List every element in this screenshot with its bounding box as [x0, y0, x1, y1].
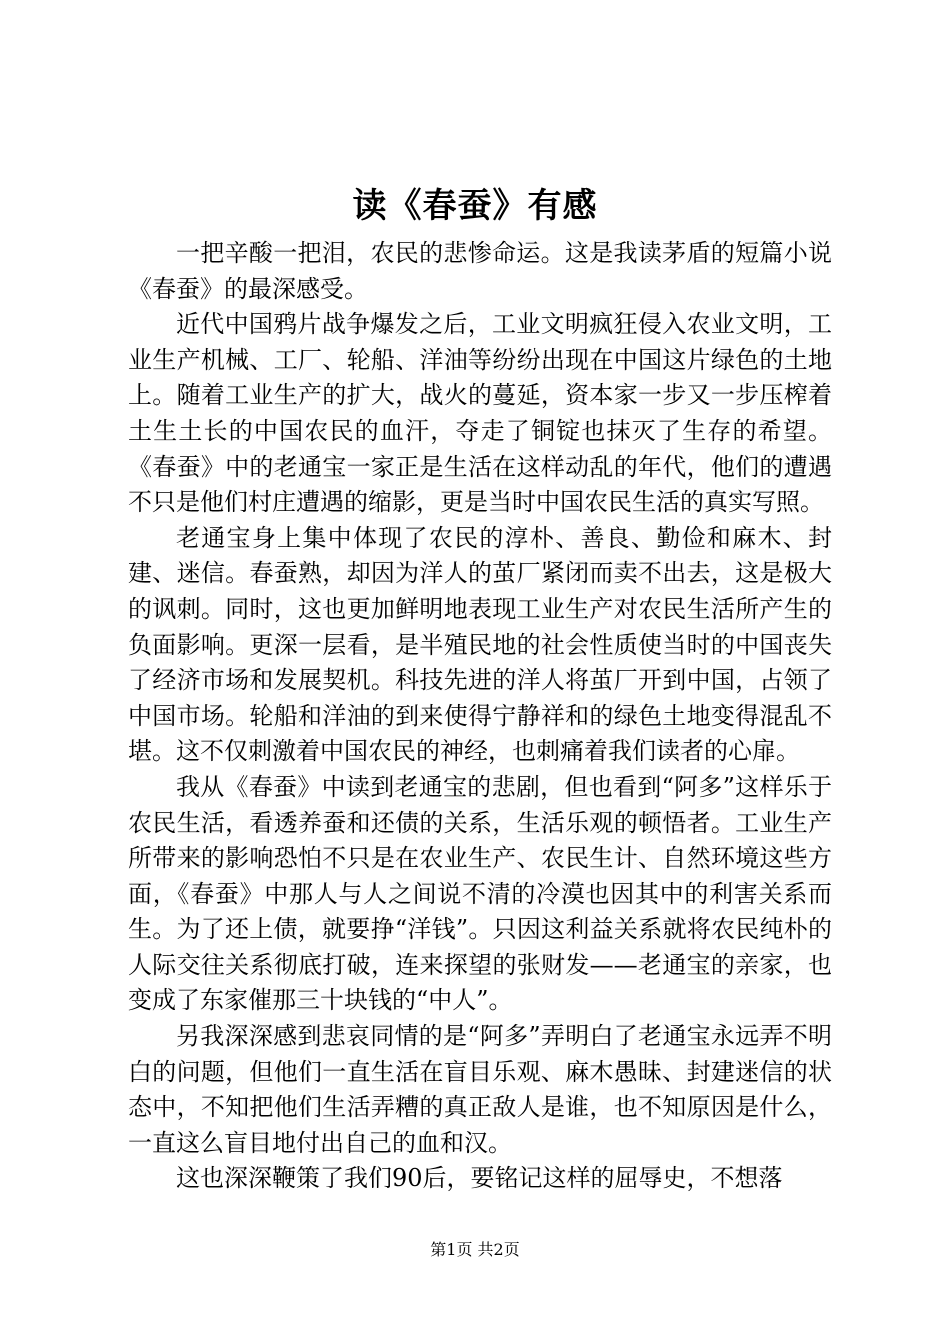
paragraph: 这也深深鞭策了我们90后，要铭记这样的屈辱史，不想落 — [176, 1164, 783, 1193]
paragraph: 近代中国鸦片战争爆发之后，工业文明疯狂侵入农业文明，工业生产机械、工厂、轮船、洋油等纷纷出现在中国这片绿色的土地上。随着工业生产的扩大，战火的蔓延，资本家一步又一步压榨着土生土长的中国农民的血汗，夺走了铜锭也抹灭了生存的希望。《春蚕》中的老通宝一家正是生活在这样动乱的年代，他们的遭遇不只是他们村庄遭遇的缩影，更是当时中国农民生活的真实写照。 — [128, 310, 832, 517]
paragraph: 一把辛酸一把泪，农民的悲惨命运。这是我读茅盾的短篇小说《春蚕》的最深感受。 — [128, 239, 832, 303]
document-title: 读《春蚕》有感 — [352, 186, 598, 226]
paragraph: 老通宝身上集中体现了农民的淳朴、善良、勤俭和麻木、封建、迷信。春蚕熟，却因为洋人的茧厂紧闭而卖不出去，这是极大的讽刺。同时，这也更加鲜明地表现工业生产对农民生活所产生的负面影响。更深一层看，是半殖民地的社会性质使当时的中国丧失了经济市场和发展契机。科技先进的洋人将茧厂开到中国，占领了中国市场。轮船和洋油的到来使得宁静祥和的绿色土地变得混乱不堪。这不仅刺激着中国农民的神经，也刺痛着我们读者的心扉。 — [128, 523, 832, 766]
page-number-footer: 第1页 共2页 — [430, 1240, 520, 1259]
document-body — [128, 236, 832, 1197]
paragraph: 另我深深感到悲哀同情的是“阿多”弄明白了老通宝永远弄不明白的问题，但他们一直生活在盲目乐观、麻木愚昧、封建迷信的状态中，不知把他们生活弄糟的真正敌人是谁，也不知原因是什么，一直这么盲目地付出自己的血和汉。 — [128, 1022, 832, 1157]
paragraph: 我从《春蚕》中读到老通宝的悲剧，但也看到“阿多”这样乐于农民生活，看透养蚕和还债的关系，生活乐观的顿悟者。工业生产所带来的影响恐怕不只是在农业生产、农民生计、自然环境这些方面，《春蚕》中那人与人之间说不清的冷漠也因其中的利害关系而生。为了还上债，就要挣“洋钱”。只因这利益关系就将农民纯朴的人际交往关系彻底打破，连来探望的张财发——老通宝的亲家，也变成了东家催那三十块钱的“中人”。 — [128, 772, 832, 1015]
